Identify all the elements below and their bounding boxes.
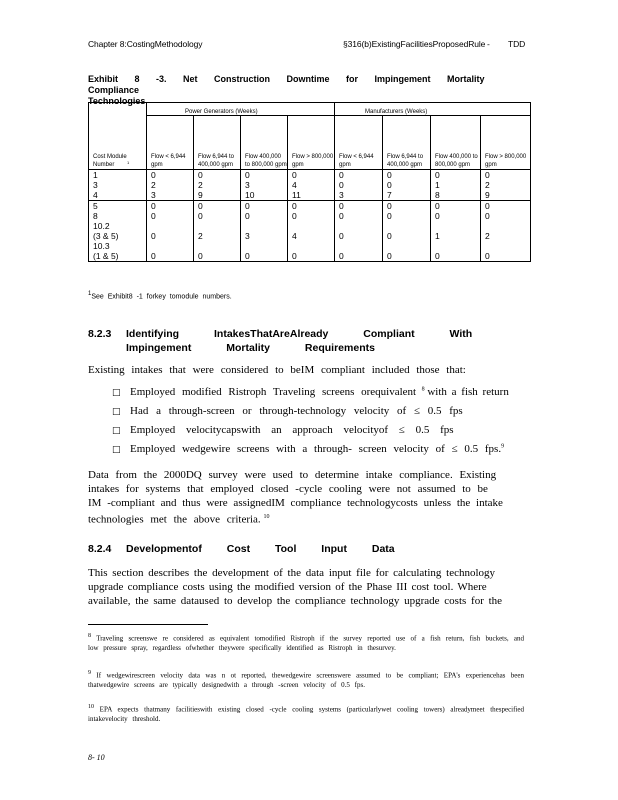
section-824-heading [88,542,395,556]
col-header: Flow 400,000 to 800,000 gpm [241,116,288,170]
value-cell: 0 3 10 [241,170,288,201]
col-header: Flow 400,000 to 800,000 gpm [431,116,481,170]
module-number: 10.2 [93,221,110,231]
col-header: Flow 6,944 to 400,000 gpm [383,116,431,170]
list-item: □ Employed modified Ristroph Traveling screens orequivalent $^8$ with a fish return [112,386,509,398]
exhibit-title-line1: Exhibit 8 -3. Net Construction Downtime for Impingement Mortality Compliance [88,74,485,95]
value-cell: 0 0 0 0 [147,201,194,262]
value-cell: 0 0 4 0 [288,201,335,262]
value-cell: 0 1 8 [431,170,481,201]
running-header-right: TDD [508,39,526,49]
module-number: (3 & 5) [93,231,119,241]
paragraph-note: 10 [263,514,270,520]
col-header-module [89,116,147,170]
col-header: Flow 6,944 to 400,000 gpm [194,116,241,170]
bullet-box-icon: □ [112,445,121,455]
col-header: Flow < 6,944 gpm [147,116,194,170]
value-cell: 0 0 0 0 [335,201,383,262]
list-item: □ Had a through-screen or through-technology velocity of ≤ 0.5 fps [112,405,463,417]
footnote-9: $^9$ If wedgewirescreen velocity data was n ot reported, thewedgewire screenswere assumed to be compliant; EPA's experiencehas been thatwedgewire screens are typically designedwith a through -screen velocity of 0.5 fps. [88,670,525,689]
table-footnote [88,291,232,300]
paragraph-line: intakes for systems that employed closed -cycle cooling were not assumed to be [88,483,488,495]
bullet-box-icon: □ [112,407,121,417]
value-cell: 0 2 9 [194,170,241,201]
paragraph-line: This section describes the development of the data input file for calculating technology [88,567,496,579]
module-number: 5 [93,201,98,211]
section-823-heading [88,327,528,355]
list-item: □ Employed velocitycapswith an approach velocityof ≤ 0.5 fps [112,424,454,436]
paragraph-line: technologies met the above criteria. $^{10}$ [88,513,270,526]
section-824-paragraph [88,566,528,608]
value-cell: 0 0 2 0 [481,201,531,262]
value-cell: 0 2 3 [147,170,194,201]
paragraph-line: upgrade compliance costs using the modified version of the Phase III cost tool. Where [88,581,487,593]
value-cell: 0 0 3 0 [241,201,288,262]
bullet-box-icon: □ [112,426,121,436]
group-header-power: Power Generators (Weeks) [147,103,335,116]
running-header-left: Chapter 8:CostingMethodology [88,39,203,49]
section-number: 8.2.4 [88,543,112,555]
running-header-dash: - [487,39,490,49]
section-823-intro: Existing intakes that were considered to beIM compliant included those that: [88,364,466,376]
module-cell-group1 [89,170,147,201]
paragraph-line: IM -compliant and thus were assignedIM compliance technologycosts unless the intake [88,497,503,509]
paragraph-line: Data from the 2000DQ survey were used to determine intake compliance. Existing [88,469,497,481]
exhibit-title-line2: Technologies [88,96,146,106]
col-header: Flow > 800,000 gpm [288,116,335,170]
table-footnote-text: See Exhibit8 -1 forkey tomodule numbers. [91,293,232,301]
module-number: 8 [93,211,98,221]
value-cell: 0 0 0 0 [383,201,431,262]
table-corner [89,103,147,116]
footnote-8: $^8$ Traveling screenswe re considered as equivalent tomodified Ristroph if the survey reported use of a fish return, fish buckets, and low pressure spray, regardless ofwhether theywere specifically identified as Ristroph in thesurvey. [88,633,525,652]
value-cell: 0 4 11 [288,170,335,201]
module-number: 10.3 [93,241,110,251]
col-header: Flow < 6,944 gpm [335,116,383,170]
section-title-line2: Impingement Mortality Requirements [126,342,375,354]
footnote-10: $^{10}$ EPA expects thatmany facilitieswith existing closed -cycle cooling systems (particularlywet cooling towers) alreadymeet thespecified intakevelocity threshold. [88,704,525,723]
section-number: 8.2.3 [88,328,112,340]
footnote-separator [88,624,208,625]
downtime-table [88,102,531,262]
bullet-box-icon: □ [112,388,121,398]
compliance-bullet-list [112,386,509,462]
col-header-module-note: 1 [127,160,130,165]
module-number: 4 [93,190,98,200]
running-header-center: §316(b)ExistingFacilitiesProposedRule [343,39,486,49]
value-cell: 0 0 2 0 [194,201,241,262]
page-number: 8- 10 [88,753,105,762]
section-823-paragraph [88,468,528,527]
section-title: Developmentof Cost Tool Input Data [126,543,395,555]
table-footnote-mark: 1 [88,291,92,297]
col-header-module-label: Cost Module Number [93,154,127,168]
group-header-manufacturers: Manufacturers (Weeks) [335,103,531,116]
paragraph-line: available, the same dataused to develop the compliance technology upgrade costs for the [88,595,503,607]
module-cell-group2 [89,201,147,262]
module-number: (1 & 5) [93,251,119,261]
list-item: □ Employed wedgewire screens with a through- screen velocity of ≤ 0.5 fps.$^9$ [112,443,505,455]
col-header: Flow > 800,000 gpm [481,116,531,170]
module-number: 1 [93,170,98,180]
value-cell: 0 0 3 [335,170,383,201]
value-cell: 0 0 7 [383,170,431,201]
value-cell: 0 0 1 0 [431,201,481,262]
section-title-line1: Identifying IntakesThatAreAlready Compliant With [126,328,473,340]
module-number: 3 [93,180,98,190]
value-cell: 0 2 9 [481,170,531,201]
